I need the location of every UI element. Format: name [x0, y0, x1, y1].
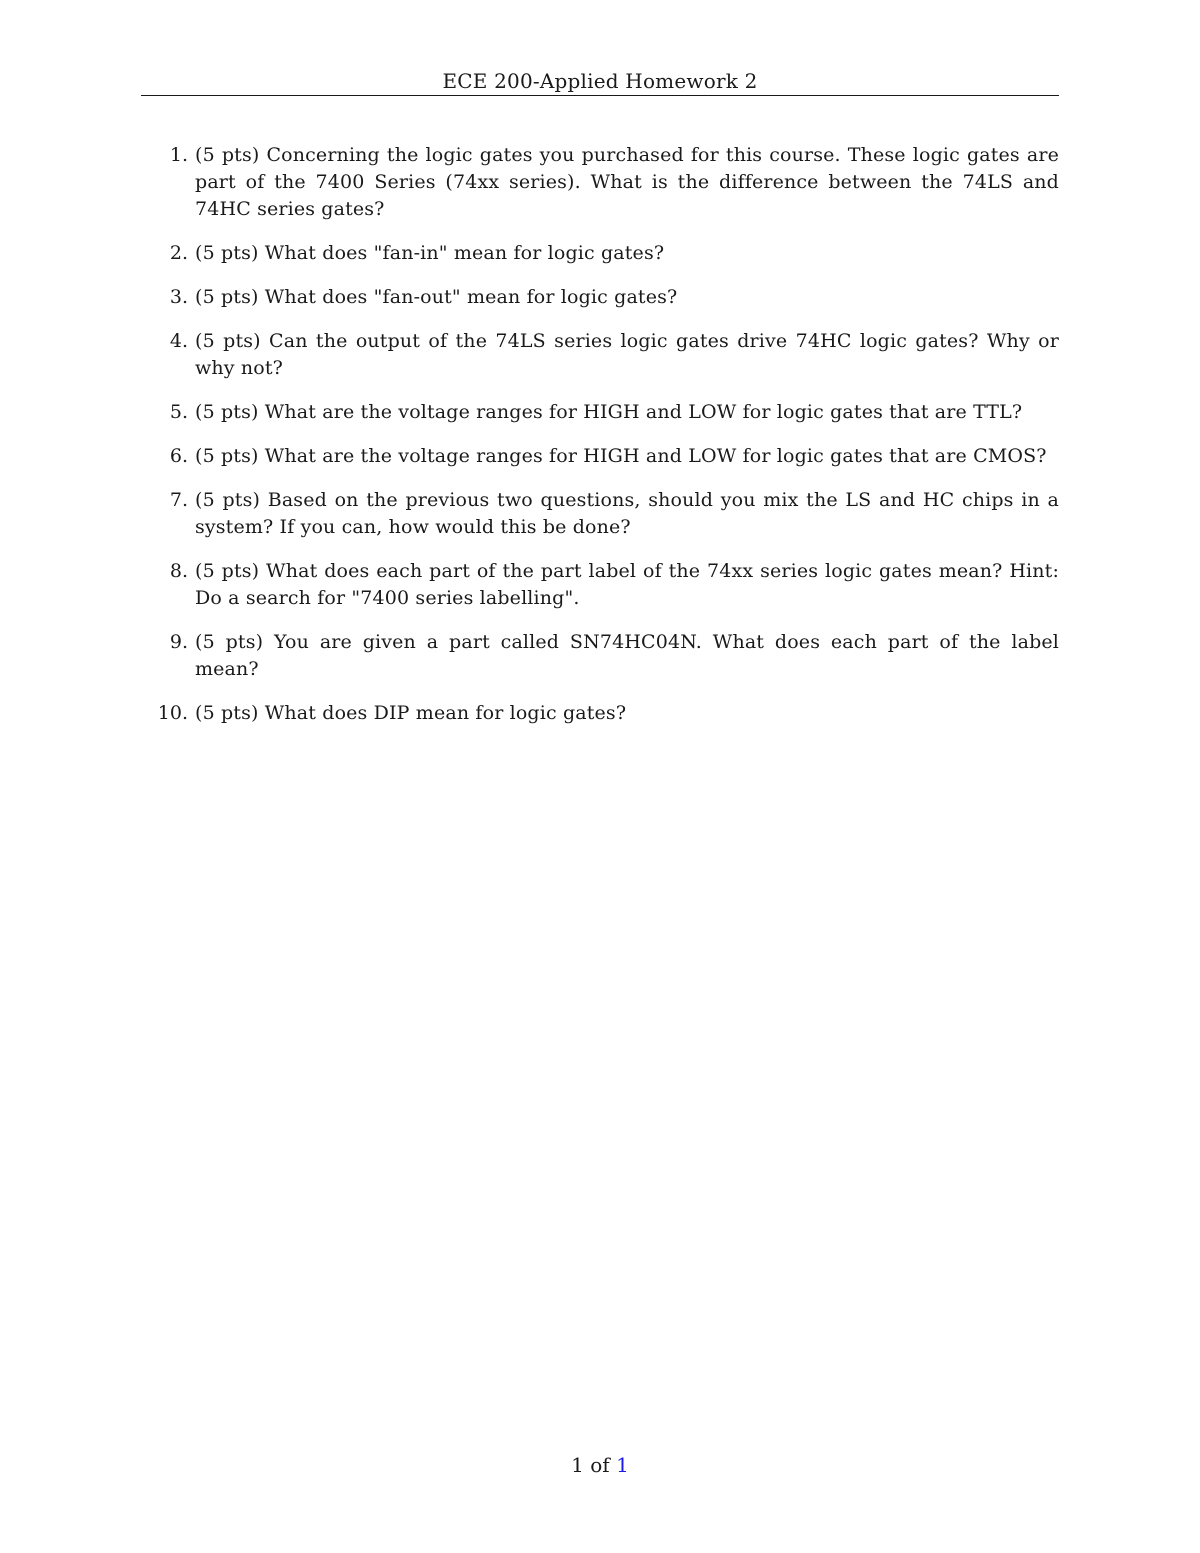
- question-text: (5 pts) What are the voltage ranges for HIGH and LOW for logic gates that are TTL?: [195, 401, 1023, 423]
- question-number: 8.: [169, 560, 188, 582]
- question-text: (5 pts) What are the voltage ranges for HIGH and LOW for logic gates that are CMOS?: [195, 445, 1047, 467]
- question-item: [141, 284, 1059, 311]
- question-number: 1.: [169, 144, 188, 166]
- question-text: (5 pts) What does each part of the part label of the 74xx series logic gates mean? Hint: Do a search for "7400 series labelling".: [195, 560, 1059, 609]
- question-number: 5.: [169, 401, 188, 423]
- question-text: (5 pts) Concerning the logic gates you purchased for this course. These logic gates are part of the 7400 Series (74xx series). What is the difference between the 74LS and 74HC series gates?: [195, 144, 1059, 220]
- question-text: (5 pts) Can the output of the 74LS series logic gates drive 74HC logic gates? Why or why not?: [195, 330, 1059, 379]
- question-item: [141, 399, 1059, 426]
- question-text: (5 pts) What does DIP mean for logic gates?: [195, 702, 627, 724]
- header-divider: [141, 95, 1059, 96]
- page-of-label: of: [590, 1453, 610, 1477]
- question-number: 9.: [169, 631, 188, 653]
- page-footer: [0, 1452, 1200, 1478]
- question-item: [141, 700, 1059, 727]
- question-item: [141, 328, 1059, 382]
- question-number: 7.: [169, 489, 188, 511]
- question-text: (5 pts) Based on the previous two questions, should you mix the LS and HC chips in a system? If you can, how would this be done?: [195, 489, 1059, 538]
- current-page-number: 1: [571, 1453, 584, 1477]
- question-list: [141, 142, 1059, 744]
- question-number: 3.: [169, 286, 188, 308]
- question-number: 4.: [169, 330, 188, 352]
- question-text: (5 pts) What does "fan-in" mean for logic gates?: [195, 242, 665, 264]
- question-number: 10.: [157, 702, 188, 724]
- total-pages-link[interactable]: 1: [616, 1453, 629, 1477]
- question-item: [141, 142, 1059, 223]
- question-text: (5 pts) You are given a part called SN74HC04N. What does each part of the label mean?: [195, 631, 1059, 680]
- question-text: (5 pts) What does "fan-out" mean for logic gates?: [195, 286, 678, 308]
- question-item: [141, 443, 1059, 470]
- question-number: 2.: [169, 242, 188, 264]
- question-item: [141, 629, 1059, 683]
- question-item: [141, 487, 1059, 541]
- page-title: ECE 200-Applied Homework 2: [442, 69, 758, 93]
- question-number: 6.: [169, 445, 188, 467]
- question-item: [141, 240, 1059, 267]
- question-item: [141, 558, 1059, 612]
